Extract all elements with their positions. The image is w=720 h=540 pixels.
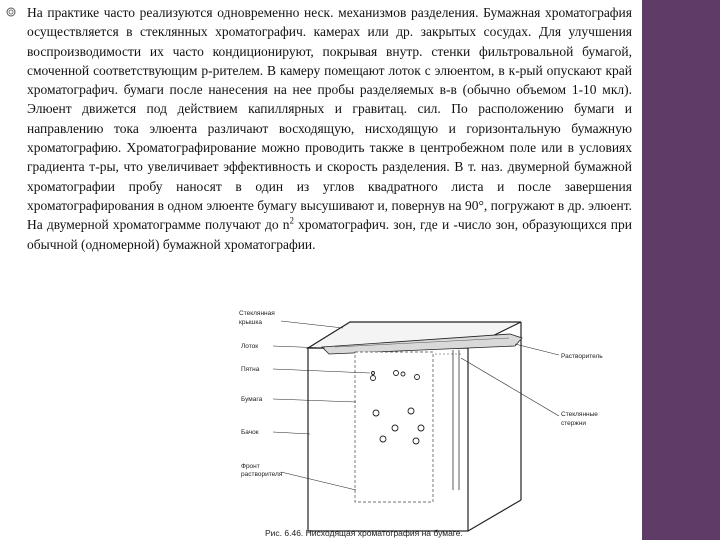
decorative-sidebar	[642, 0, 720, 540]
body-paragraph	[27, 3, 632, 254]
label-glass-lid-1: Стеклянная	[239, 310, 275, 317]
label-tank: Бачок	[241, 429, 259, 436]
superscript: 2	[289, 215, 295, 226]
chromatography-figure	[225, 300, 633, 540]
label-solvent-front-1: Фронт	[241, 463, 260, 470]
figure-caption: Рис. 6.46. Нисходящая хроматография на бумаге.	[265, 528, 463, 538]
label-glass-rods-1: Стеклянные	[561, 411, 598, 418]
label-tray: Лоток	[241, 343, 259, 350]
paragraph-text: На практике часто реализуются одновременно неск. механизмов разделения. Бумажная хроматография осуществляется в стеклянных хроматографич. камерах или др. закрытых сосудах. Для улучшения воспроизводимости их часто кондиционируют, покрывая внутр. стенки фильтровальной бумагой, смоченной соответствующим р-рителем. В камеру помещают лоток с элюентом, в к-рый опускают край хроматографич. бумаги после нанесения на нее пробы разделяемых в-в (обычно объемом 1-10 мкл). Элюент движется под действием капиллярных и гравитац. сил. По расположению бумаги и направлению тока элюента различают восходящую, нисходящую и горизонтальную бумажную хроматографию. Хроматографирование можно проводить также в центробежном поле или в условиях градиента т-ры, что увеличивает эффективность и скорость разделения. В т. наз. двумерной бумажной хроматографии пробу наносят в один из углов квадратного листа и после завершения хроматографирования в одном элюенте бумагу высушивают и, повернув на 90°, погружают в др. элюент. На двумерной хроматограмме получают до n	[27, 5, 632, 233]
label-paper: Бумага	[241, 396, 263, 403]
label-solvent: Растворитель	[561, 353, 603, 360]
label-solvent-front-2: растворителя	[241, 471, 283, 478]
label-glass-lid-2: крышка	[239, 319, 262, 326]
paragraph-text-end: хроматографич. зон, где и -число зон, образующихся при обычной (одномерной) бумажной хроматографии.	[27, 217, 633, 252]
label-glass-rods-2: стержни	[561, 420, 586, 427]
label-stains: Пятна	[241, 366, 260, 373]
bullet-icon	[6, 7, 16, 17]
